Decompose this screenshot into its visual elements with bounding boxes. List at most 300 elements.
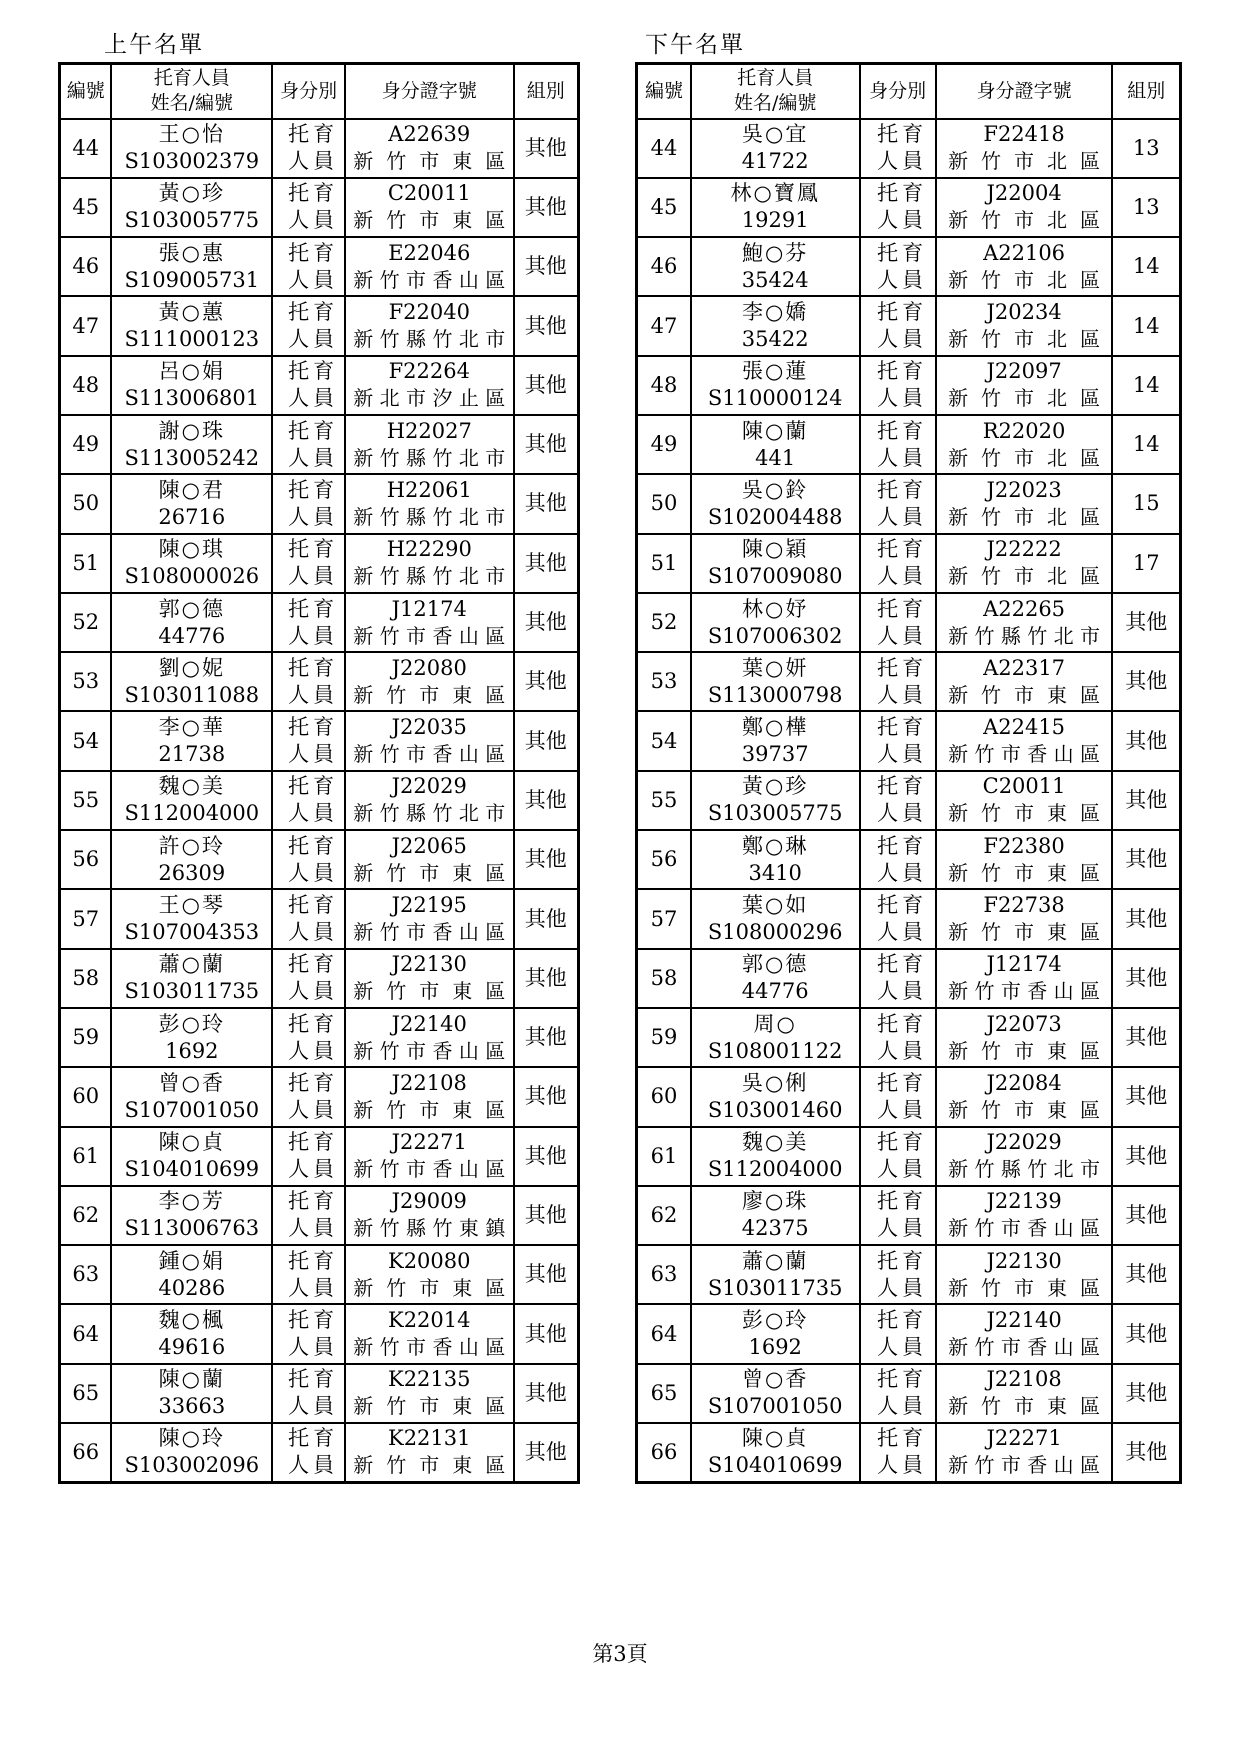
header-row <box>637 64 1181 119</box>
group-cell <box>1112 1304 1180 1363</box>
cell-line: 其他 <box>524 550 567 575</box>
row-number <box>637 949 691 1008</box>
cell-line: 其他 <box>524 135 567 160</box>
cell-line: 人員 <box>877 208 928 233</box>
identity-type <box>860 1127 936 1186</box>
cell-line: 托育 <box>877 300 928 325</box>
identity-type <box>272 237 345 296</box>
header-group: 組別 <box>1112 64 1180 119</box>
cell-line: 人員 <box>288 149 339 174</box>
cell-line: 53 <box>650 669 678 694</box>
cell-line: C20011 <box>982 774 1066 799</box>
id-number-district <box>936 711 1113 770</box>
group-cell <box>514 1304 579 1363</box>
cell-line: 新竹市香山區 <box>353 1335 506 1360</box>
cell-line: 60 <box>650 1084 678 1109</box>
person-name-code <box>691 652 860 711</box>
table-row <box>637 830 1181 889</box>
cell-line: 66 <box>650 1439 678 1464</box>
group-cell <box>1112 1364 1180 1423</box>
person-name-code <box>111 178 272 237</box>
cell-line: J22271 <box>986 1426 1062 1451</box>
row-number <box>637 771 691 830</box>
cell-line: 托育 <box>288 893 339 917</box>
table-row <box>60 356 579 415</box>
afternoon-table-body <box>637 119 1181 1483</box>
person-name-code <box>691 534 860 593</box>
table-row <box>637 296 1181 355</box>
cell-line: 郭○德 <box>742 952 809 977</box>
cell-line: J22065 <box>391 833 467 858</box>
id-number-district <box>345 1423 514 1482</box>
table-row <box>60 711 579 770</box>
group-cell <box>514 356 579 415</box>
cell-line: 托育 <box>877 359 928 384</box>
cell-line: 新竹市香山區 <box>948 979 1101 1004</box>
cell-line: 托育 <box>288 1130 339 1155</box>
identity-type <box>860 593 936 652</box>
cell-line: 其他 <box>524 728 567 753</box>
table-row <box>637 534 1181 593</box>
identity-type <box>860 830 936 889</box>
cell-line: 42375 <box>741 1216 809 1241</box>
cell-line: 其他 <box>524 1084 567 1109</box>
cell-line: 新竹市香山區 <box>353 742 506 767</box>
person-name-code <box>111 830 272 889</box>
cell-line: 新竹市東區 <box>353 1453 506 1478</box>
cell-line: 陳○琪 <box>158 537 225 562</box>
group-cell <box>514 771 579 830</box>
cell-line: 45 <box>72 194 100 219</box>
table-row <box>60 1304 579 1363</box>
cell-line: S113005242 <box>124 445 260 470</box>
table-row <box>60 1245 579 1304</box>
table-row <box>637 1186 1181 1245</box>
row-number <box>637 1364 691 1423</box>
person-name-code <box>691 711 860 770</box>
afternoon-list-title: 下午名單 <box>645 32 745 58</box>
cell-line: 新竹市北區 <box>948 445 1101 470</box>
cell-line: 新竹市香山區 <box>948 742 1101 767</box>
cell-line: 新竹市香山區 <box>353 1038 506 1063</box>
cell-line: J22080 <box>391 655 467 680</box>
cell-line: 人員 <box>877 682 928 707</box>
group-cell <box>1112 237 1180 296</box>
cell-line: 托育 <box>288 359 339 384</box>
header-identity: 身分別 <box>860 64 936 119</box>
group-cell <box>514 296 579 355</box>
id-number-district <box>345 711 514 770</box>
cell-line: 其他 <box>524 491 567 516</box>
cell-line: 新竹市東區 <box>948 801 1101 826</box>
person-name-code <box>691 593 860 652</box>
cell-line: 其他 <box>1125 1380 1168 1405</box>
cell-line: 人員 <box>288 682 339 707</box>
group-cell <box>514 830 579 889</box>
group-cell <box>514 593 579 652</box>
cell-line: 55 <box>72 787 100 812</box>
person-name-code <box>691 1245 860 1304</box>
person-name-code <box>691 296 860 355</box>
table-row <box>60 178 579 237</box>
row-number <box>60 1245 112 1304</box>
cell-line: S108000296 <box>707 920 843 944</box>
cell-line: 陳○玲 <box>158 1426 225 1451</box>
group-cell <box>1112 1423 1180 1482</box>
cell-line: 人員 <box>877 1453 928 1478</box>
cell-line: J22130 <box>986 1248 1062 1273</box>
cell-line: 人員 <box>877 742 928 767</box>
person-name-code <box>691 1304 860 1363</box>
cell-line: 3410 <box>748 860 802 885</box>
cell-line: 新竹市東區 <box>353 208 506 233</box>
identity-type <box>860 415 936 474</box>
cell-line: 人員 <box>288 1097 339 1122</box>
cell-line: 托育 <box>288 1070 339 1095</box>
cell-line: 人員 <box>288 742 339 767</box>
identity-type <box>860 771 936 830</box>
table-row <box>60 237 579 296</box>
cell-line: 托育 <box>877 240 928 265</box>
cell-line: 其他 <box>524 1143 567 1168</box>
identity-type <box>272 119 345 178</box>
cell-line: 其他 <box>524 787 567 812</box>
identity-type <box>272 415 345 474</box>
identity-type <box>272 1423 345 1482</box>
row-number <box>637 889 691 948</box>
identity-type <box>860 1186 936 1245</box>
table-row <box>637 949 1181 1008</box>
cell-line: J22084 <box>986 1070 1062 1095</box>
cell-line: 魏○楓 <box>158 1308 225 1333</box>
cell-line: 新竹市東區 <box>353 1097 506 1122</box>
cell-line: S103002379 <box>124 149 260 174</box>
identity-type <box>272 1127 345 1186</box>
cell-line: 其他 <box>1125 906 1168 931</box>
id-number-district <box>936 415 1113 474</box>
row-number <box>60 178 112 237</box>
table-row <box>637 1304 1181 1363</box>
cell-line: 黃○珍 <box>158 181 225 206</box>
cell-line: K22014 <box>388 1308 471 1333</box>
table-row <box>637 1127 1181 1186</box>
identity-type <box>860 474 936 533</box>
person-name-code <box>691 178 860 237</box>
cell-line: 17 <box>1132 550 1160 575</box>
cell-line: H22290 <box>386 537 472 562</box>
row-number <box>637 534 691 593</box>
cell-line: 托育 <box>877 1367 928 1392</box>
cell-line: 郭○德 <box>158 596 225 621</box>
identity-type <box>272 593 345 652</box>
cell-line: J22023 <box>986 477 1062 502</box>
row-number <box>60 1423 112 1482</box>
cell-line: S109005731 <box>124 267 260 292</box>
cell-line: 托育 <box>288 181 339 206</box>
table-row <box>637 1008 1181 1067</box>
identity-type <box>272 356 345 415</box>
cell-line: 1692 <box>748 1335 802 1360</box>
identity-type <box>272 711 345 770</box>
cell-line: F22264 <box>388 359 470 384</box>
id-number-district <box>345 889 514 948</box>
cell-line: 50 <box>72 491 100 516</box>
cell-line: S113006763 <box>124 1216 260 1241</box>
cell-line: 新竹市香山區 <box>948 1335 1101 1360</box>
cell-line: 新竹市香山區 <box>353 1157 506 1182</box>
cell-line: 新竹市北區 <box>948 564 1101 589</box>
cell-line: J12174 <box>391 596 467 621</box>
id-number-district <box>936 178 1113 237</box>
cell-line: A22106 <box>983 240 1066 265</box>
cell-line: 托育 <box>288 596 339 621</box>
cell-line: 35424 <box>741 267 809 292</box>
cell-line: 其他 <box>524 372 567 397</box>
cell-line: 新竹市東區 <box>948 682 1101 707</box>
row-number <box>60 474 112 533</box>
table-row <box>637 1364 1181 1423</box>
cell-line: 其他 <box>1125 1439 1168 1464</box>
identity-type <box>272 830 345 889</box>
identity-type <box>272 1067 345 1126</box>
cell-line: R22020 <box>982 418 1066 443</box>
cell-line: A22265 <box>983 596 1066 621</box>
cell-line: 其他 <box>524 847 567 872</box>
cell-line: 托育 <box>877 1248 928 1273</box>
cell-line: 葉○妍 <box>742 655 809 680</box>
person-name-code <box>111 949 272 1008</box>
identity-type <box>860 1008 936 1067</box>
person-name-code <box>691 119 860 178</box>
row-number <box>637 1127 691 1186</box>
cell-line: 人員 <box>288 504 339 529</box>
group-cell <box>1112 534 1180 593</box>
table-row <box>637 474 1181 533</box>
cell-line: 人員 <box>288 1394 339 1419</box>
table-row <box>637 771 1181 830</box>
group-cell <box>514 949 579 1008</box>
cell-line: 其他 <box>524 1202 567 1227</box>
row-number <box>60 1127 112 1186</box>
cell-line: 人員 <box>877 564 928 589</box>
cell-line: 其他 <box>524 1321 567 1346</box>
cell-line: 其他 <box>524 194 567 219</box>
cell-line: J12174 <box>986 952 1062 977</box>
identity-type <box>860 534 936 593</box>
cell-line: 54 <box>650 728 678 753</box>
cell-line: 人員 <box>877 1275 928 1300</box>
cell-line: 新北市汐止區 <box>353 386 506 411</box>
group-cell <box>1112 652 1180 711</box>
cell-line: 陳○穎 <box>742 537 809 562</box>
cell-line: 謝○珠 <box>158 418 225 443</box>
cell-line: J22029 <box>391 774 467 799</box>
id-number-district <box>936 593 1113 652</box>
id-number-district <box>345 119 514 178</box>
cell-line: 其他 <box>1125 1321 1168 1346</box>
identity-type <box>272 1304 345 1363</box>
identity-type <box>860 949 936 1008</box>
row-number <box>637 1245 691 1304</box>
id-number-district <box>345 415 514 474</box>
table-row <box>60 1364 579 1423</box>
cell-line: 托育 <box>877 418 928 443</box>
cell-line: S107006302 <box>707 623 843 648</box>
cell-line: 59 <box>72 1025 100 1050</box>
row-number <box>637 1423 691 1482</box>
cell-line: 托育 <box>288 655 339 680</box>
cell-line: 新竹市東區 <box>353 860 506 885</box>
cell-line: 49 <box>72 432 100 457</box>
cell-line: 托育 <box>288 833 339 858</box>
cell-line: S102004488 <box>707 504 843 529</box>
group-cell <box>1112 1245 1180 1304</box>
row-number <box>60 830 112 889</box>
cell-line: J22140 <box>986 1308 1062 1333</box>
cell-line: 人員 <box>288 1157 339 1182</box>
cell-line: 其他 <box>1125 1202 1168 1227</box>
cell-line: 托育 <box>877 1130 928 1155</box>
header-id-number: 身分證字號 <box>345 64 514 119</box>
cell-line: 66 <box>72 1439 100 1464</box>
cell-line: 15 <box>1132 491 1160 516</box>
cell-line: 新竹市東區 <box>948 1394 1101 1419</box>
cell-line: 人員 <box>288 801 339 826</box>
id-number-district <box>936 949 1113 1008</box>
cell-line: 64 <box>650 1321 678 1346</box>
cell-line: 其他 <box>1125 1262 1168 1287</box>
cell-line: 其他 <box>524 432 567 457</box>
cell-line: 陳○蘭 <box>158 1367 225 1392</box>
id-number-district <box>936 1067 1113 1126</box>
table-row <box>637 119 1181 178</box>
cell-line: H22061 <box>386 477 472 502</box>
cell-line: 人員 <box>288 327 339 352</box>
cell-line: 53 <box>72 669 100 694</box>
cell-line: 托育 <box>877 952 928 977</box>
cell-line: 其他 <box>524 1439 567 1464</box>
group-cell <box>1112 1067 1180 1126</box>
cell-line: 吳○鈴 <box>742 477 809 502</box>
cell-line: 托育 <box>288 477 339 502</box>
cell-line: 托育 <box>877 477 928 502</box>
cell-line: S103005775 <box>124 208 260 233</box>
cell-line: 托育 <box>877 893 928 917</box>
cell-line: 新竹縣竹北市 <box>353 445 506 470</box>
identity-type <box>860 889 936 948</box>
cell-line: 托育 <box>877 537 928 562</box>
cell-line: 63 <box>650 1262 678 1287</box>
cell-line: 其他 <box>1125 787 1168 812</box>
cell-line: 陳○君 <box>158 477 225 502</box>
morning-list-title: 上午名單 <box>104 32 204 58</box>
row-number <box>60 415 112 474</box>
header-group: 組別 <box>514 64 579 119</box>
cell-line: 托育 <box>288 537 339 562</box>
cell-line: S103011735 <box>124 979 260 1004</box>
cell-line: 黃○蕙 <box>158 300 225 325</box>
cell-line: S111000123 <box>124 327 260 352</box>
cell-line: 托育 <box>877 1011 928 1036</box>
cell-line: 托育 <box>288 122 339 147</box>
cell-line: 張○蓮 <box>742 359 809 384</box>
table-row <box>60 1008 579 1067</box>
cell-line: 41722 <box>741 149 809 174</box>
cell-line: 其他 <box>1125 1025 1168 1050</box>
group-cell <box>1112 296 1180 355</box>
afternoon-table-header <box>637 64 1181 119</box>
cell-line: S108000026 <box>124 564 260 589</box>
group-cell <box>1112 1008 1180 1067</box>
person-name-code <box>691 1067 860 1126</box>
table-row <box>637 1423 1181 1482</box>
cell-line: 托育 <box>877 1426 928 1451</box>
cell-line: 人員 <box>288 1453 339 1478</box>
cell-line: 人員 <box>288 1275 339 1300</box>
identity-type <box>860 1067 936 1126</box>
group-cell <box>514 889 579 948</box>
group-cell <box>514 415 579 474</box>
person-name-code <box>691 830 860 889</box>
row-number <box>637 1008 691 1067</box>
person-name-code <box>691 1186 860 1245</box>
identity-type <box>272 178 345 237</box>
cell-line: 新竹縣竹東鎮 <box>353 1216 506 1241</box>
identity-type <box>860 178 936 237</box>
table-row <box>637 1245 1181 1304</box>
id-number-district <box>345 534 514 593</box>
row-number <box>637 356 691 415</box>
row-number <box>637 415 691 474</box>
cell-line: 49616 <box>158 1335 226 1360</box>
cell-line: 其他 <box>524 669 567 694</box>
group-cell <box>514 1067 579 1126</box>
cell-line: K22131 <box>388 1426 471 1451</box>
id-number-district <box>345 1304 514 1363</box>
cell-line: 其他 <box>1125 965 1168 990</box>
cell-line: 葉○如 <box>742 893 809 917</box>
person-name-code <box>111 296 272 355</box>
cell-line: 人員 <box>877 1216 928 1241</box>
cell-line: 51 <box>72 550 100 575</box>
cell-line: S107001050 <box>124 1097 260 1122</box>
table-row <box>637 178 1181 237</box>
person-name-code <box>111 593 272 652</box>
row-number <box>60 1008 112 1067</box>
cell-line: 托育 <box>288 1426 339 1451</box>
cell-line: 60 <box>72 1084 100 1109</box>
row-number <box>60 237 112 296</box>
cell-line: 吳○俐 <box>742 1070 809 1095</box>
row-number <box>60 296 112 355</box>
cell-line: 新竹市香山區 <box>353 267 506 292</box>
id-number-district <box>936 237 1113 296</box>
cell-line: 45 <box>650 194 678 219</box>
cell-line: 陳○蘭 <box>742 418 809 443</box>
cell-line: F22418 <box>983 122 1065 147</box>
group-cell <box>514 711 579 770</box>
cell-line: J22139 <box>986 1189 1062 1214</box>
cell-line: 吳○宜 <box>742 122 809 147</box>
cell-line: 鄭○琳 <box>742 833 809 858</box>
row-number <box>60 652 112 711</box>
cell-line: 人員 <box>877 445 928 470</box>
cell-line: 新竹市北區 <box>948 208 1101 233</box>
id-number-district <box>345 1364 514 1423</box>
cell-line: K22135 <box>388 1367 471 1392</box>
id-number-district <box>936 771 1113 830</box>
identity-type <box>860 1245 936 1304</box>
